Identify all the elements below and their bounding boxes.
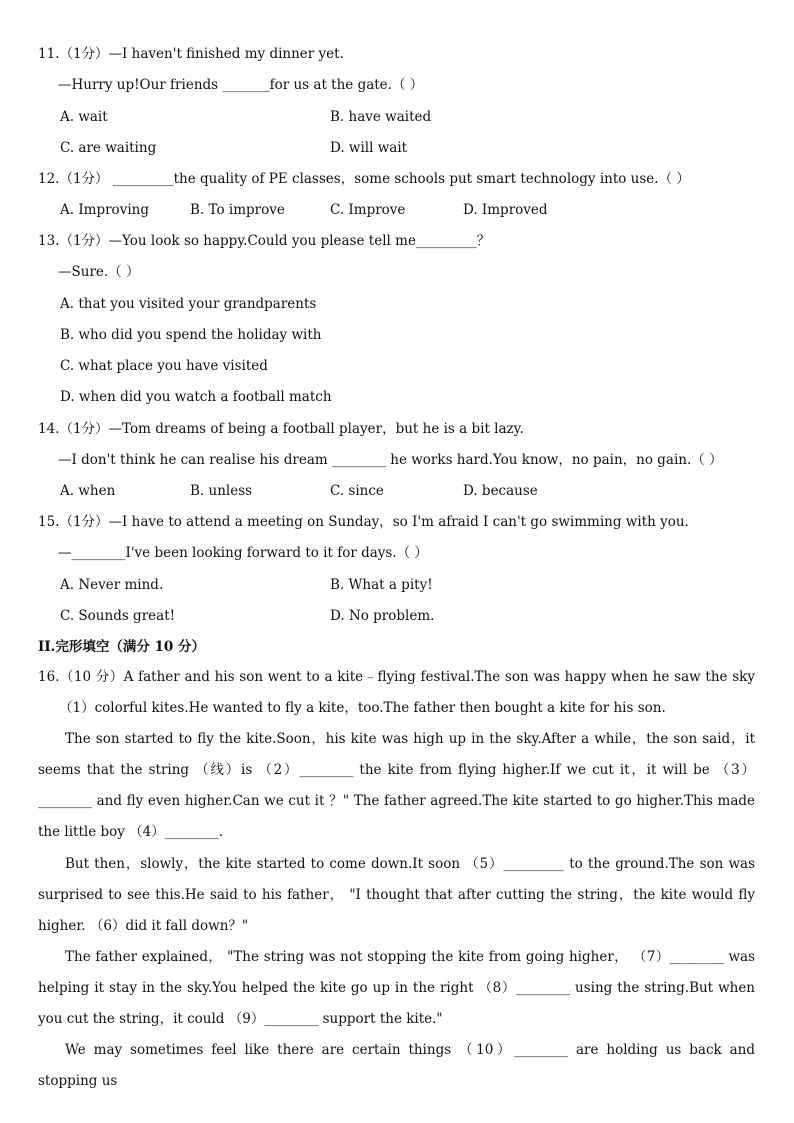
option-b[interactable]: B. have waited (330, 109, 432, 125)
question-15-options-row2 (60, 606, 794, 626)
question-11-options-row2 (60, 138, 794, 158)
option-d[interactable]: D. will wait (330, 140, 408, 156)
option-d[interactable]: D. No problem. (330, 608, 435, 624)
option-a[interactable]: A. when (60, 483, 116, 499)
question-13-stem: 13.（1分）—You look so happy.Could you please tell me_________？ (38, 233, 491, 249)
option-b[interactable]: B. To improve (190, 202, 285, 218)
option-c[interactable]: C. what place you have visited (60, 358, 268, 374)
question-15-reply: —________I've been looking forward to it for days.（ ） (58, 545, 428, 561)
question-14-reply: —I don't think he can realise his dream ________ he works hard.You know，no pain，no gain.（ ） (58, 452, 723, 468)
question-11-reply: —Hurry up!Our friends _______for us at the gate.（ ） (58, 77, 424, 93)
option-d[interactable]: D. Improved (463, 202, 548, 218)
option-b[interactable]: B. What a pity! (330, 577, 433, 593)
question-13-reply: —Sure.（ ） (58, 264, 140, 280)
option-d[interactable]: D. when did you watch a football match (60, 389, 332, 405)
passage-paragraph-2: But then，slowly，the kite started to come down.It soon （5）_________ to the ground.The son was surprised to see this.He said to his father， "I thought that after cutting the string，the kite would fly higher. （6）did it fall down？" (38, 855, 755, 934)
option-c[interactable]: C. Improve (330, 202, 406, 218)
question-14-options (60, 481, 794, 501)
option-a[interactable]: A. Never mind. (60, 577, 164, 593)
question-15-stem: 15.（1分）—I have to attend a meeting on Sunday，so I'm afraid I can't go swimming with you. (38, 514, 689, 530)
section-title: II.完形填空（满分 10 分） (38, 639, 206, 655)
question-12-stem: 12.（1分） _________the quality of PE classes，some schools put smart technology into use.（ ） (38, 171, 690, 187)
question-12-options (60, 200, 794, 220)
cloze-passage (38, 662, 755, 1097)
option-a[interactable]: A. that you visited your grandparents (60, 296, 317, 312)
option-c[interactable]: C. since (330, 483, 384, 499)
question-15-options-row1 (60, 575, 794, 595)
option-c[interactable]: C. Sounds great! (60, 608, 176, 624)
option-b[interactable]: B. who did you spend the holiday with (60, 327, 322, 343)
passage-intro: 16.（10 分）A father and his son went to a kite﹣flying festival.The son was happy when he saw the sky （1）colorful kites.He wanted to fly a kite，too.The father then bought a kite for his son. (38, 669, 755, 717)
option-c[interactable]: C. are waiting (60, 140, 157, 156)
option-a[interactable]: A. Improving (60, 202, 149, 218)
passage-paragraph-1: The son started to fly the kite.Soon，his kite was high up in the sky.After a while，the son said，it seems that the string （线）is （2）________ the kite from flying higher.If we cut it，it will be （3）________ and fly even higher.Can we cut it ？" The father agreed.The kite started to go higher.This made the little boy （4）________. (38, 731, 755, 841)
passage-paragraph-4: We may sometimes feel like there are certain things （10）________ are holding us back and stopping us (38, 1042, 755, 1090)
passage-paragraph-3: The father explained， "The string was not stopping the kite from going higher， （7）________ was helping it stay in the sky.You helped the kite go up in the right （8）________ using the string.But when you cut the string，it could （9）________ support the kite." (38, 948, 755, 1028)
option-b[interactable]: B. unless (190, 483, 253, 499)
option-d[interactable]: D. because (463, 483, 538, 499)
option-a[interactable]: A. wait (60, 109, 108, 125)
question-14-stem: 14.（1分）—Tom dreams of being a football player，but he is a bit lazy. (38, 421, 524, 437)
question-11-stem: 11.（1分）—I haven't finished my dinner yet. (38, 46, 344, 62)
question-11-options-row1 (60, 107, 794, 127)
